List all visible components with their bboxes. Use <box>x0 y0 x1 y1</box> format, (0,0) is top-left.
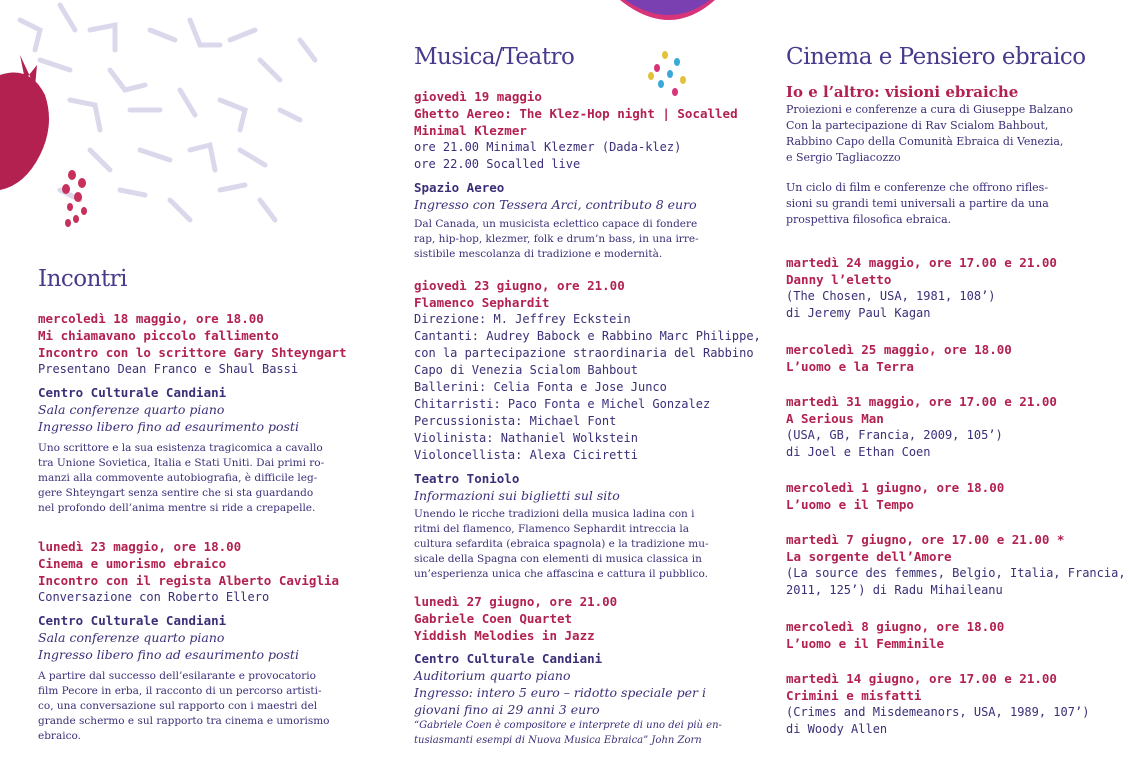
event-musica-2 <box>414 277 761 582</box>
cinema-intro-line: Con la partecipazione di Rav Scialom Bahbout, <box>786 119 1049 132</box>
section-heading-musica: Musica/Teatro <box>414 44 575 70</box>
event-date: mercoledì 25 maggio, ore 18.00 <box>786 342 1012 357</box>
event-presenter: Presentano Dean Franco e Shaul Bassi <box>38 362 299 376</box>
event-venue: Centro Culturale Candiani <box>38 385 227 400</box>
film-event <box>786 254 1106 322</box>
event-venue: Teatro Toniolo <box>414 471 520 486</box>
event-desc-line: ebraico. <box>38 730 81 742</box>
event-desc-line: sicale della Spagna con elementi di musica classica in <box>414 553 702 565</box>
event-date: mercoledì 8 giugno, ore 18.00 <box>786 619 1005 634</box>
event-title: Gabriele Coen Quartet <box>414 611 573 626</box>
lecture-event <box>786 618 1106 652</box>
cinema-desc-line: sioni su grandi temi universali a partire da una <box>786 197 1049 210</box>
event-desc-line: sistibile mescolanza di tradizione e modernità. <box>414 248 663 260</box>
film-director: di Jeremy Paul Kagan <box>786 306 931 320</box>
event-info: Informazioni sui biglietti sul sito <box>414 488 620 503</box>
event-entry: Ingresso: intero 5 euro – ridotto speciale per i <box>414 685 706 700</box>
event-date: giovedì 19 maggio <box>414 89 542 104</box>
event-desc-line: Unendo le ricche tradizioni della musica ladina con i <box>414 508 695 520</box>
event-desc-line: un’esperienza unica che affascina e cattura il pubblico. <box>414 568 708 580</box>
event-title: Incontro con lo scrittore Gary Shteyngart <box>38 345 347 360</box>
event-credit: Violinista: Nathaniel Wolkstein <box>414 431 638 445</box>
event-presenter: Conversazione con Roberto Ellero <box>38 590 270 604</box>
event-desc-line: A partire dal successo dell’esilarante e provocatorio <box>38 670 316 682</box>
event-quote-line: tusiasmanti esempi di Nuova Musica Ebraica” John Zorn <box>414 735 702 746</box>
event-musica-3 <box>414 593 744 748</box>
event-title: Minimal Klezmer <box>414 123 527 138</box>
cinema-subtitle: Io e l’altro: visioni ebraiche <box>786 83 1019 101</box>
cinema-intro-line: e Sergio Tagliacozzo <box>786 151 901 164</box>
film-event <box>786 670 1106 738</box>
event-room: Sala conferenze quarto piano <box>38 402 225 417</box>
event-credit: Chitarristi: Paco Fonta e Michel Gonzalez <box>414 397 711 411</box>
cinema-intro <box>786 82 1106 228</box>
film-event <box>786 531 1126 599</box>
film-info: (Crimes and Misdemeanors, USA, 1989, 107’) <box>786 705 1090 719</box>
event-incontri-2 <box>38 538 358 744</box>
section-heading-incontri: Incontri <box>38 266 128 292</box>
event-credit: Percussionista: Michael Font <box>414 414 617 428</box>
event-date: martedì 14 giugno, ore 17.00 e 21.00 <box>786 671 1057 686</box>
event-credit: Direzione: M. Jeffrey Eckstein <box>414 312 631 326</box>
lecture-title: L’uomo e il Tempo <box>786 497 914 512</box>
film-title: La sorgente dell’Amore <box>786 549 952 564</box>
lecture-event <box>786 479 1106 513</box>
event-musica-1 <box>414 88 744 262</box>
event-date: martedì 24 maggio, ore 17.00 e 21.00 <box>786 255 1057 270</box>
event-credit: Capo di Venezia Scialom Bahbout <box>414 363 638 377</box>
film-director: di Joel e Ethan Coen <box>786 445 931 459</box>
film-info: (USA, GB, Francia, 2009, 105’) <box>786 428 1003 442</box>
lecture-title: L’uomo e la Terra <box>786 359 914 374</box>
event-date: mercoledì 18 maggio, ore 18.00 <box>38 311 264 326</box>
cinema-intro-line: Proiezioni e conferenze a cura di Giuseppe Balzano <box>786 103 1073 116</box>
event-title: Incontro con il regista Alberto Caviglia <box>38 573 340 588</box>
lecture-event <box>786 341 1106 375</box>
event-incontri-1 <box>38 310 358 516</box>
event-entry: Ingresso libero fino ad esaurimento posti <box>38 419 299 434</box>
event-date: mercoledì 1 giugno, ore 18.00 <box>786 480 1005 495</box>
film-info: (The Chosen, USA, 1981, 108’) <box>786 289 996 303</box>
event-credit: Ballerini: Celia Fonta e Jose Junco <box>414 380 667 394</box>
section-heading-cinema: Cinema e Pensiero ebraico <box>786 44 1086 70</box>
event-credit: Cantanti: Audrey Babock e Rabbino Marc Philippe, <box>414 329 761 343</box>
event-entry: giovani fino ai 29 anni 3 euro <box>414 702 600 717</box>
event-desc-line: co, una conversazione sul rapporto con i maestri del <box>38 700 318 712</box>
event-quote-line: “Gabriele Coen è compositore e interprete di uno dei più en- <box>414 720 722 731</box>
pomegranate-illustration <box>0 55 120 295</box>
event-desc-line: gere Shteyngart senza sentire che si sta guardando <box>38 487 314 499</box>
event-room: Sala conferenze quarto piano <box>38 630 225 645</box>
event-desc-line: nel profondo dell’anima mentre si ride a crepapelle. <box>38 502 316 514</box>
film-title: A Serious Man <box>786 411 884 426</box>
event-desc-line: manzi alla commovente autobiografia, è difficile leg- <box>38 472 318 484</box>
event-date: martedì 7 giugno, ore 17.00 e 21.00 * <box>786 532 1065 547</box>
event-credit: Violoncellista: Alexa Ciciretti <box>414 448 638 462</box>
event-title: Mi chiamavano piccolo fallimento <box>38 328 279 343</box>
film-title: Danny l’eletto <box>786 272 892 287</box>
event-desc-line: Uno scrittore e la sua esistenza tragicomica a cavallo <box>38 442 323 454</box>
event-venue: Centro Culturale Candiani <box>38 613 227 628</box>
event-desc-line: tra Unione Sovietica, Italia e Stati Uniti. Dai primi ro- <box>38 457 325 469</box>
event-desc-line: grande schermo e sul rapporto tra cinema e umorismo <box>38 715 330 727</box>
film-info: 2011, 125’) di Radu Mihaileanu <box>786 583 1003 597</box>
film-title: Crimini e misfatti <box>786 688 922 703</box>
event-desc-line: cultura sefardita (ebraica spagnola) e la tradizione mu- <box>414 538 709 550</box>
event-desc-line: rap, hip-hop, klezmer, folk e drum’n bass, in una irre- <box>414 233 699 245</box>
event-entry: Ingresso con Tessera Arci, contributo 8 euro <box>414 197 697 212</box>
event-entry: Ingresso libero fino ad esaurimento posti <box>38 647 299 662</box>
lecture-title: L’uomo e il Femminile <box>786 636 945 651</box>
film-director: di Woody Allen <box>786 722 888 736</box>
event-title: Cinema e umorismo ebraico <box>38 556 227 571</box>
event-title: Flamenco Sephardit <box>414 295 550 310</box>
event-room: Auditorium quarto piano <box>414 668 571 683</box>
event-date: lunedì 27 giugno, ore 21.00 <box>414 594 618 609</box>
event-title: Yiddish Melodies in Jazz <box>414 628 595 643</box>
event-credit: con la partecipazione straordinaria del Rabbino <box>414 346 754 360</box>
cinema-intro-line: Rabbino Capo della Comunità Ebraica di Venezia, <box>786 135 1064 148</box>
film-info: (La source des femmes, Belgio, Italia, Francia, <box>786 566 1126 580</box>
event-schedule: ore 21.00 Minimal Klezmer (Dada-klez) <box>414 140 682 154</box>
event-date: martedì 31 maggio, ore 17.00 e 21.00 <box>786 394 1057 409</box>
event-venue: Spazio Aereo <box>414 180 505 195</box>
film-event <box>786 393 1106 461</box>
event-venue: Centro Culturale Candiani <box>414 651 603 666</box>
cinema-desc-line: Un ciclo di film e conferenze che offrono rifles- <box>786 181 1049 194</box>
event-date: lunedì 23 maggio, ore 18.00 <box>38 539 242 554</box>
event-desc-line: film Pecore in erba, il racconto di un percorso artisti- <box>38 685 322 697</box>
cinema-desc-line: prospettiva filosofica ebraica. <box>786 213 952 226</box>
event-date: giovedì 23 giugno, ore 21.00 <box>414 278 625 293</box>
event-title: Ghetto Aereo: The Klez-Hop night | Socalled <box>414 106 738 121</box>
event-schedule: ore 22.00 Socalled live <box>414 157 581 171</box>
event-desc-line: ritmi del flamenco, Flamenco Sephardit intreccia la <box>414 523 690 535</box>
event-desc-line: Dal Canada, un musicista eclettico capace di fondere <box>414 218 698 230</box>
